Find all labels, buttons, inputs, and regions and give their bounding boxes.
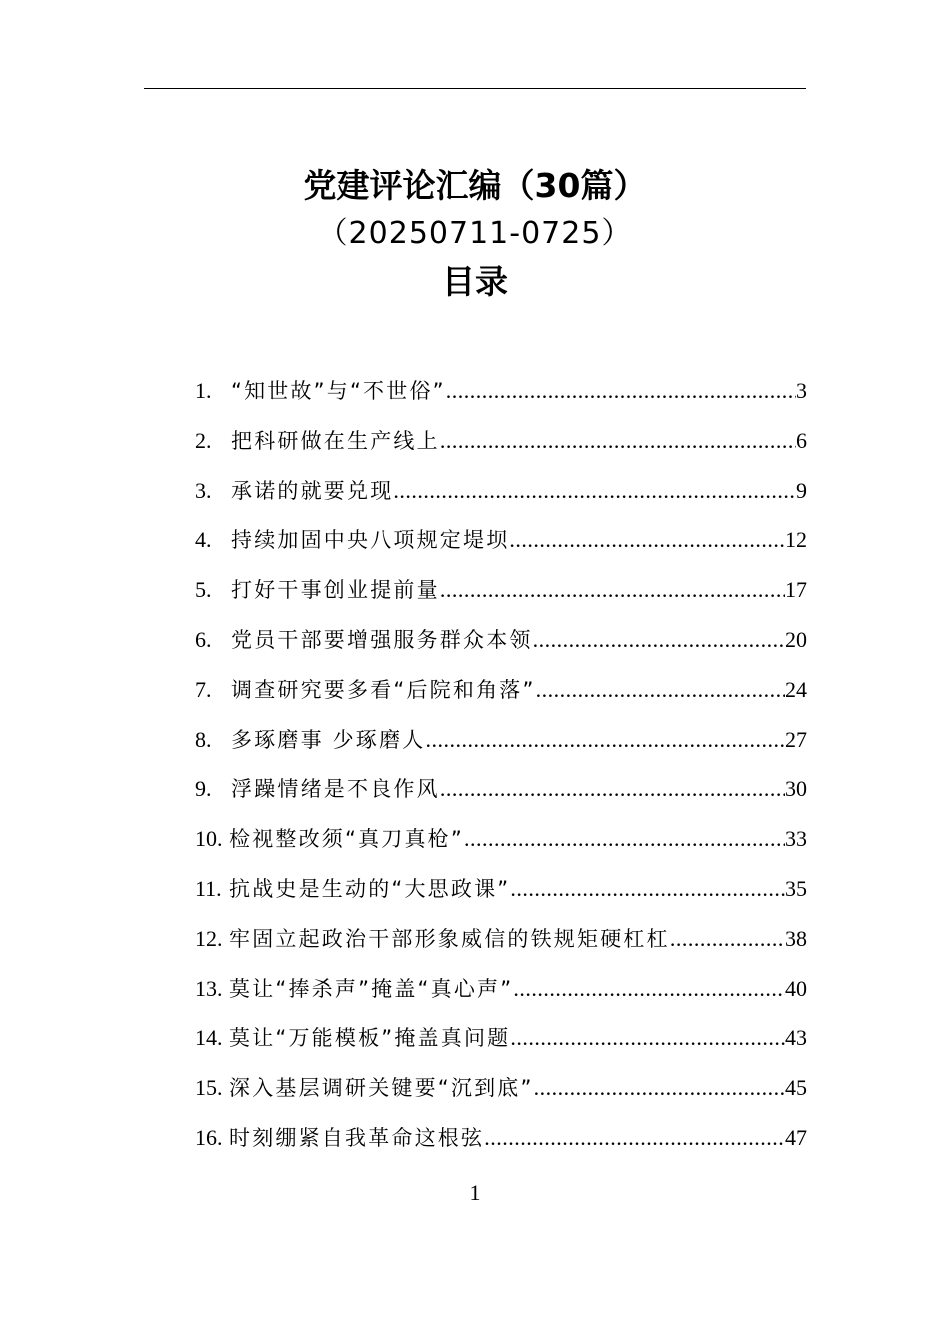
- toc-entry-title: 牢固立起政治干部形象威信的铁规矩硬杠杠: [229, 926, 670, 951]
- toc-entry[interactable]: [195, 914, 807, 964]
- toc-entry-page: 12: [785, 527, 807, 553]
- toc-entry-page: 45: [785, 1075, 807, 1101]
- toc-entry[interactable]: [195, 764, 807, 814]
- toc-entry-title: 持续加固中央八项规定堤坝: [231, 528, 510, 553]
- toc-entry-title: 承诺的就要兑现: [231, 478, 394, 503]
- toc-entry[interactable]: [195, 1013, 807, 1063]
- toc-entry[interactable]: [195, 864, 807, 914]
- toc-entry[interactable]: [195, 416, 807, 466]
- toc-entry-number: 5.: [195, 577, 212, 603]
- toc-dot-leader: [393, 466, 796, 516]
- toc-entry-title: 深入基层调研关键要“沉到底”: [229, 1076, 534, 1101]
- toc-entry-number: 14.: [195, 1025, 223, 1051]
- toc-entry[interactable]: [195, 665, 807, 715]
- toc-entry-title: 把科研做在生产线上: [231, 428, 440, 453]
- toc-dot-leader: [510, 1013, 785, 1063]
- toc-entry-number: 1.: [195, 378, 212, 403]
- toc-entry-title: 抗战史是生动的“大思政课”: [229, 876, 511, 901]
- toc-entry-number: 12.: [195, 925, 223, 951]
- toc-entry-title: 莫让“捧杀声”掩盖“真心声”: [229, 976, 514, 1001]
- toc-entry-page: 17: [785, 577, 807, 603]
- toc-entry-title: 浮躁情绪是不良作风: [231, 777, 440, 802]
- toc-entry-page: 27: [785, 726, 807, 752]
- document-date-range: （20250711-0725）: [317, 216, 633, 251]
- toc-entry-number: 9.: [195, 776, 212, 802]
- toc-dot-leader: [440, 764, 785, 814]
- toc-entry-page: 33: [785, 826, 807, 852]
- toc-entry[interactable]: [195, 814, 807, 864]
- toc-entry-page: 20: [785, 626, 807, 652]
- toc-dot-leader: [464, 814, 785, 864]
- toc-entry-number: 8.: [195, 726, 212, 752]
- toc-dot-leader: [534, 1063, 785, 1113]
- toc-entry-number: 6.: [195, 626, 212, 652]
- toc-entry[interactable]: [195, 615, 807, 665]
- toc-entry-page: 47: [785, 1124, 807, 1150]
- toc-entry-number: 11.: [195, 875, 222, 901]
- document-title: 党建评论汇编（30篇）: [303, 166, 647, 205]
- toc-entry-page: 6: [796, 427, 807, 453]
- toc-dot-leader: [670, 914, 785, 964]
- toc-heading: 目录: [442, 262, 508, 301]
- toc-entry-number: 15.: [195, 1075, 223, 1101]
- toc-entry[interactable]: [195, 1063, 807, 1113]
- toc-dot-leader: [533, 615, 785, 665]
- toc-dot-leader: [484, 1113, 785, 1163]
- toc-entry-page: 24: [785, 676, 807, 702]
- toc-entry-number: 2.: [195, 427, 212, 453]
- toc-entry[interactable]: [195, 715, 807, 765]
- toc-entry-title: “知世故”与“不世俗”: [231, 379, 446, 403]
- toc-entry-number: 10.: [195, 826, 223, 852]
- toc-entry[interactable]: [195, 964, 807, 1014]
- toc-dot-leader: [440, 416, 796, 466]
- toc-entry[interactable]: [195, 565, 807, 615]
- toc-entry-number: 3.: [195, 477, 212, 503]
- toc-entry-title: 调查研究要多看“后院和角落”: [231, 677, 536, 702]
- toc-dot-leader: [509, 515, 785, 565]
- toc-entry-page: 43: [785, 1025, 807, 1051]
- toc-entry[interactable]: [195, 466, 807, 516]
- toc-entry[interactable]: [195, 366, 807, 416]
- toc-entry-page: 40: [785, 975, 807, 1001]
- table-of-contents: [195, 366, 807, 1163]
- toc-entry-page: 9: [796, 477, 807, 503]
- toc-entry-title: 莫让“万能模板”掩盖真问题: [229, 1026, 511, 1051]
- toc-dot-leader: [425, 715, 785, 765]
- toc-entry-title: 多琢磨事 少琢磨人: [231, 727, 426, 752]
- toc-entry-number: 13.: [195, 975, 223, 1001]
- toc-entry-page: 3: [796, 378, 807, 403]
- toc-entry-title: 打好干事创业提前量: [231, 578, 440, 603]
- toc-dot-leader: [440, 565, 785, 615]
- toc-dot-leader: [510, 864, 785, 914]
- header-rule: [144, 88, 806, 89]
- toc-entry-number: 7.: [195, 676, 212, 702]
- toc-dot-leader: [536, 665, 785, 715]
- toc-entry-page: 35: [785, 875, 807, 901]
- toc-entry-title: 党员干部要增强服务群众本领: [231, 627, 533, 652]
- title-block: [0, 162, 950, 306]
- toc-dot-leader: [446, 366, 796, 416]
- toc-entry-title: 时刻绷紧自我革命这根弦: [229, 1125, 485, 1150]
- toc-entry-title: 检视整改须“真刀真枪”: [229, 827, 464, 852]
- toc-entry-number: 16.: [195, 1124, 223, 1150]
- page-number: 1: [469, 1180, 481, 1205]
- toc-entry[interactable]: [195, 1113, 807, 1163]
- toc-entry-number: 4.: [195, 527, 212, 553]
- toc-entry-page: 38: [785, 925, 807, 951]
- toc-entry[interactable]: [195, 515, 807, 565]
- toc-entry-page: 30: [785, 776, 807, 802]
- toc-dot-leader: [513, 964, 785, 1014]
